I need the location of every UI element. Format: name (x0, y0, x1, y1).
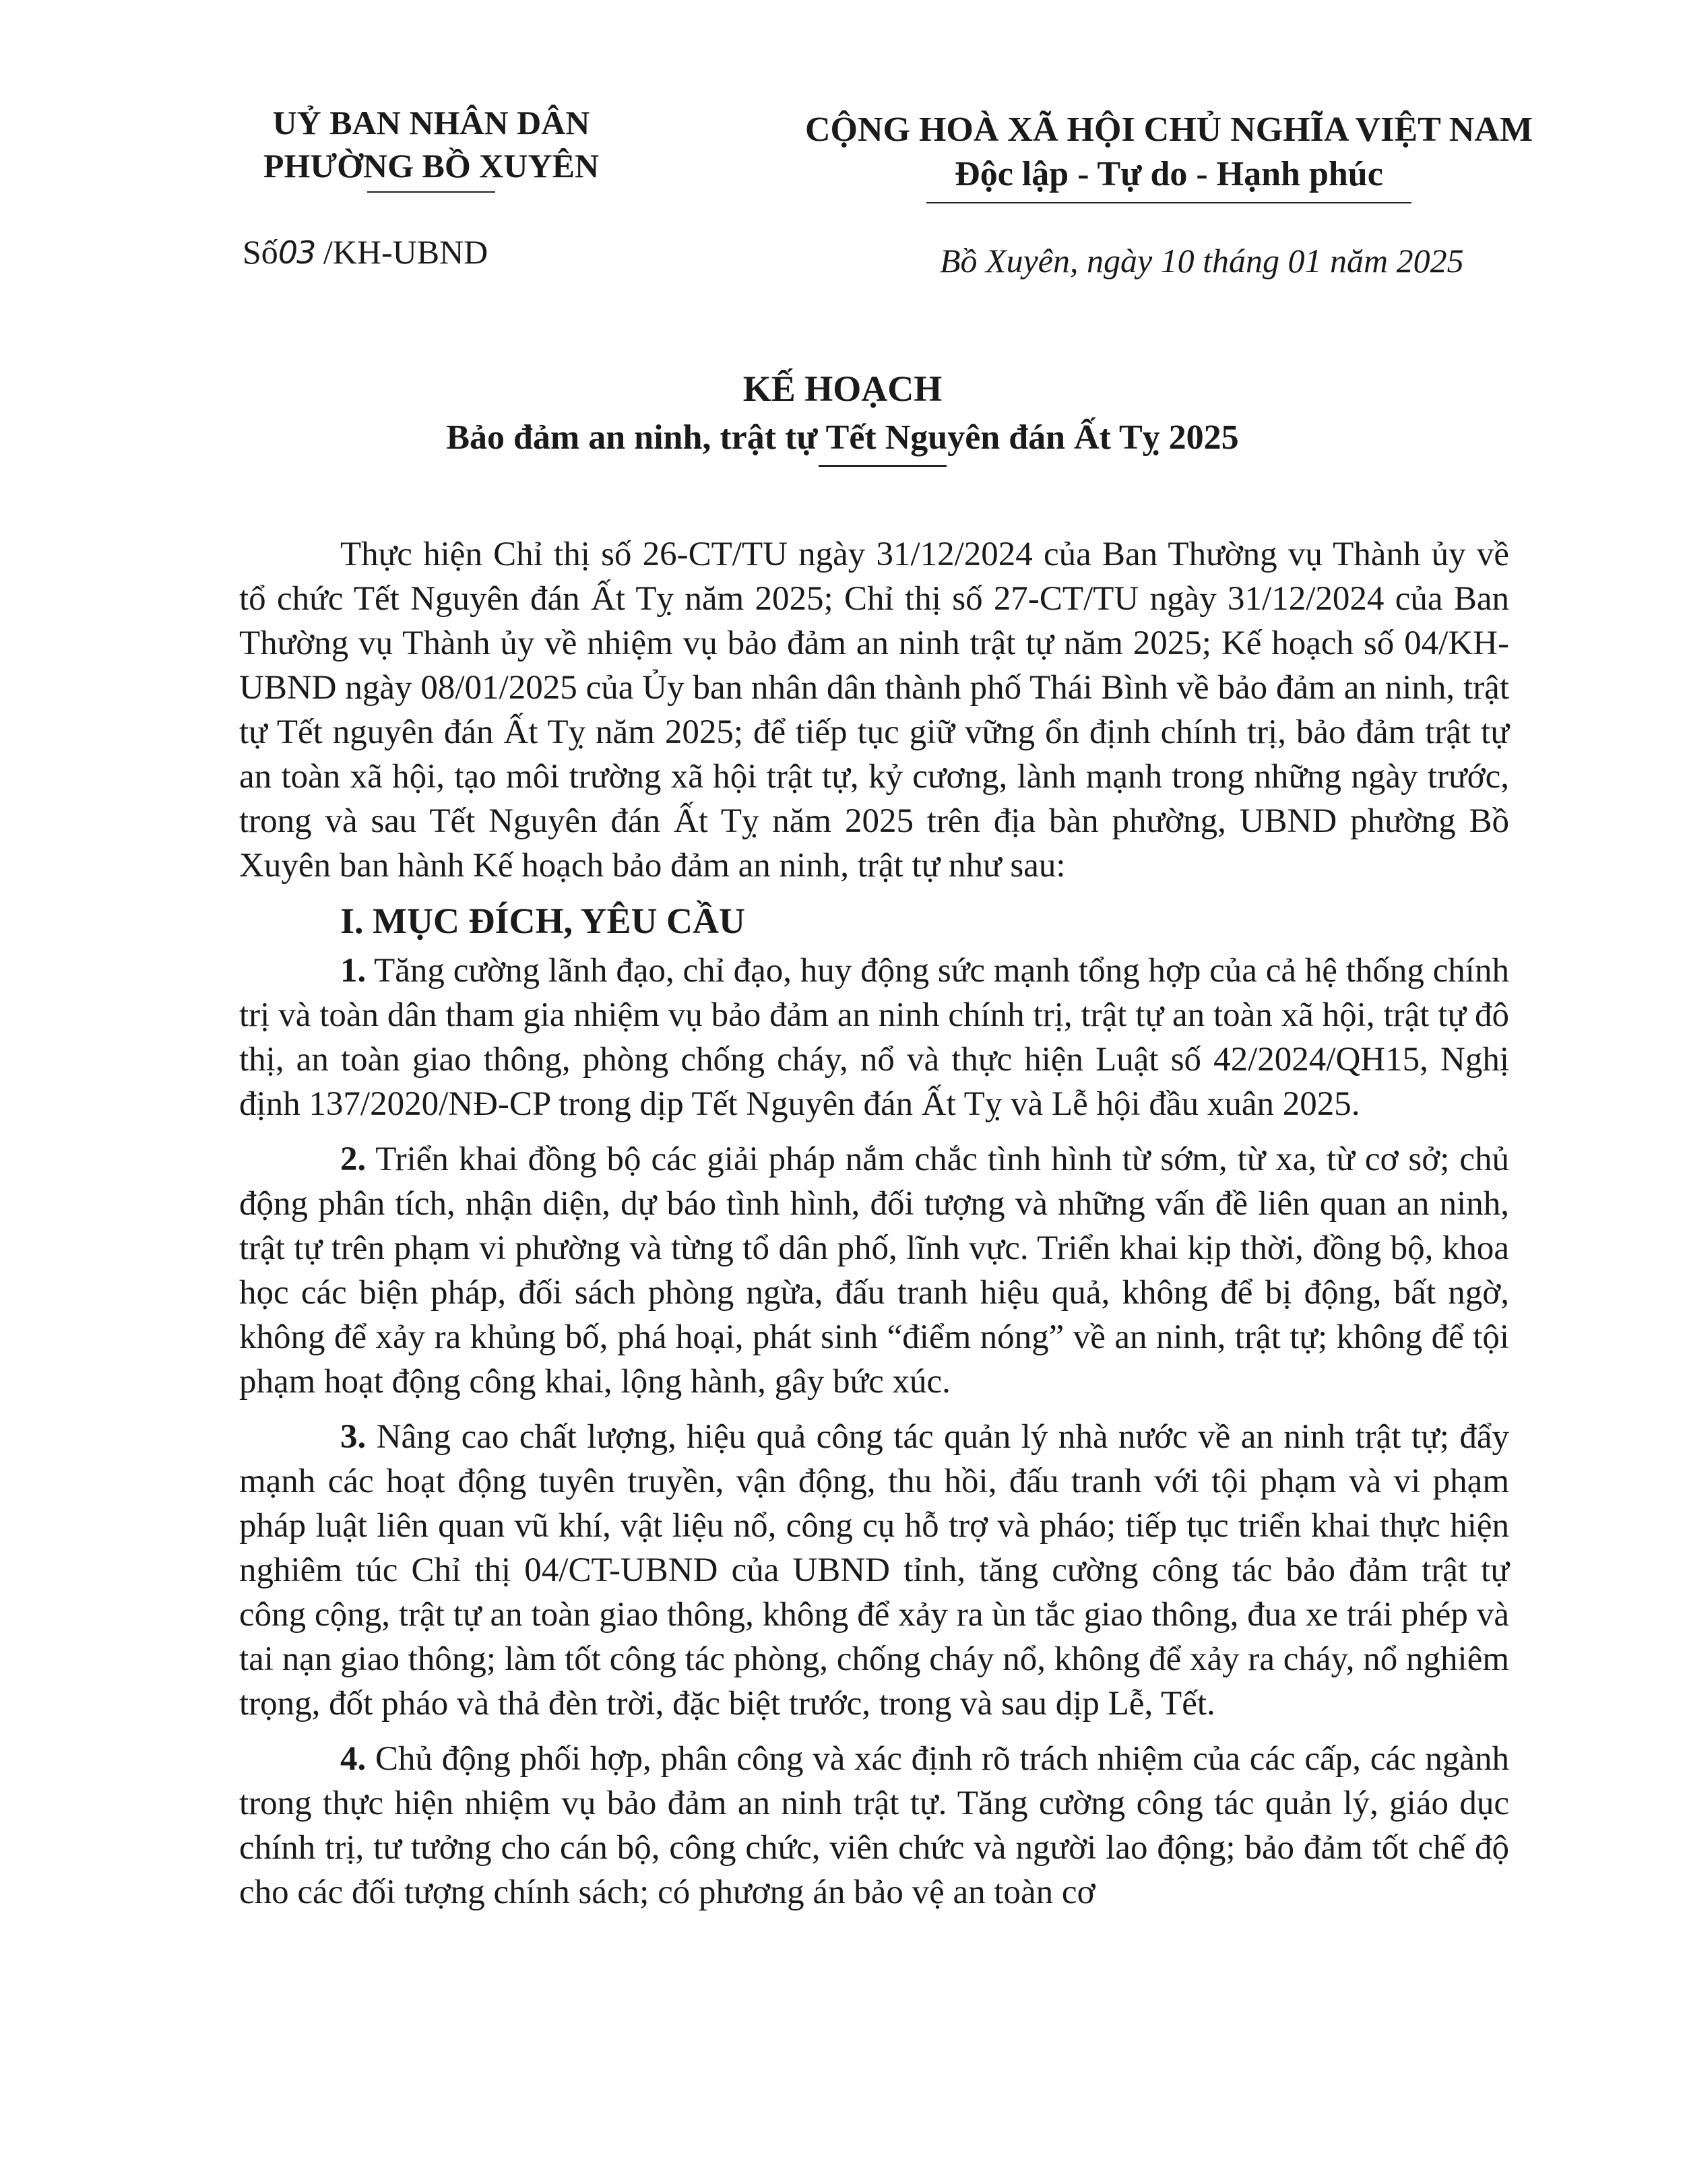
national-heading (755, 108, 1583, 203)
item-text: Triển khai đồng bộ các giải pháp nắm chắc tình hình từ sớm, từ xa, từ cơ sở; chủ động phân tích, nhận diện, dự báo tình hình, đối tượng và những vấn đề liên quan an ninh, trật tự trên phạm vi phường và từng tổ dân phố, lĩnh vực. Triển khai kịp thời, đồng bộ, khoa học các biện pháp, đối sách phòng ngừa, đấu tranh hiệu quả, không để bị động, bất ngờ, không để xảy ra khủng bố, phá hoại, phát sinh “điểm nóng” về an ninh, trật tự; không để tội phạm hoạt động công khai, lộng hành, gây bức xúc. (239, 1141, 1509, 1401)
document-body (239, 532, 1509, 1915)
list-item (239, 1137, 1509, 1404)
item-text: Tăng cường lãnh đạo, chỉ đạo, huy động sức mạnh tổng hợp của cả hệ thống chính trị và toàn dân tham gia nhiệm vụ bảo đảm an ninh chính trị, trật tự an toàn xã hội, trật tự đô thị, an toàn giao thông, phòng chống cháy, nổ và thực hiện Luật số 42/2024/QH15, Nghị định 137/2020/NĐ-CP trong dịp Tết Nguyên đán Ất Tỵ và Lễ hội đầu xuân 2025. (239, 952, 1509, 1123)
item-text: Chủ động phối hợp, phân công và xác định rõ trách nhiệm của các cấp, các ngành trong thực hiện nhiệm vụ bảo đảm an ninh trật tự. Tăng cường công tác quản lý, giáo dục chính trị, tư tưởng cho cán bộ, công chức, viên chức và người lao động; bảo đảm tốt chế độ cho các đối tượng chính sách; có phương án bảo vệ an toàn cơ (239, 1740, 1510, 1911)
item-number: 1. (340, 952, 367, 990)
place-date-line: Bồ Xuyên, ngày 10 tháng 01 năm 2025 (940, 242, 1464, 280)
agency-line-2: PHƯỜNG BỒ XUYÊN (263, 147, 600, 185)
document-title: KẾ HOẠCH (742, 368, 943, 409)
list-item (239, 1737, 1509, 1915)
issuing-agency (229, 101, 633, 193)
list-item (239, 949, 1509, 1126)
item-number: 3. (340, 1418, 367, 1456)
list-item (239, 1415, 1509, 1726)
agency-line-1: UỶ BAN NHÂN DÂN (272, 104, 590, 141)
intro-paragraph: Thực hiện Chỉ thị số 26-CT/TU ngày 31/12/2024 của Ban Thường vụ Thành ủy về tổ chức Tết Nguyên đán Ất Tỵ năm 2025; Chỉ thị số 27-CT/TU ngày 31/12/2024 của Ban Thường vụ Thành ủy về nhiệm vụ bảo đảm an ninh trật tự năm 2025; Kế hoạch số 04/KH-UBND ngày 08/01/2025 của Ủy ban nhân dân thành phố Thái Bình về bảo đảm an ninh, trật tự Tết nguyên đán Ất Tỵ năm 2025; để tiếp tục giữ vững ổn định chính trị, bảo đảm trật tự an toàn xã hội, tạo môi trường xã hội trật tự, kỷ cương, lành mạnh trong những ngày trước, trong và sau Tết Nguyên đán Ất Tỵ năm 2025 trên địa bàn phường, UBND phường Bồ Xuyên ban hành Kế hoạch bảo đảm an ninh, trật tự như sau: (239, 536, 1509, 885)
doc-number-prefix: Số (243, 233, 278, 271)
item-number: 2. (340, 1141, 367, 1178)
agency-underline (367, 191, 495, 193)
document-number (243, 232, 488, 271)
doc-number-handwritten: 03 (278, 234, 315, 271)
item-text: Nâng cao chất lượng, hiệu quả công tác quản lý nhà nước về an ninh trật tự; đẩy mạnh các hoạt động tuyên truyền, vận động, thu hồi, đấu tranh với tội phạm và vi phạm pháp luật liên quan vũ khí, vật liệu nổ, công cụ hỗ trợ và pháo; tiếp tục triển khai thực hiện nghiêm túc Chỉ thị 04/CT-UBND của UBND tỉnh, tăng cường công tác bảo đảm trật tự công cộng, trật tự an toàn giao thông, không để xảy ra ùn tắc giao thông, đua xe trái phép và tai nạn giao thông; làm tốt công tác phòng, chống cháy nổ, không để xảy ra cháy, nổ nghiêm trọng, đốt pháo và thả đèn trời, đặc biệt trước, trong và sau dịp Lễ, Tết. (239, 1418, 1510, 1723)
item-number: 4. (340, 1740, 367, 1778)
subtitle-underline (819, 465, 947, 467)
national-title: CỘNG HOÀ XÃ HỘI CHỦ NGHĨA VIỆT NAM (804, 110, 1533, 149)
doc-number-suffix: /KH-UBND (323, 233, 488, 271)
national-motto: Độc lập - Tự do - Hạnh phúc (955, 155, 1383, 193)
motto-underline (926, 202, 1411, 203)
section-heading: I. MỤC ĐÍCH, YÊU CẦU (340, 901, 745, 941)
document-subtitle: Bảo đảm an ninh, trật tự Tết Nguyên đán Ất Tỵ 2025 (446, 418, 1239, 457)
